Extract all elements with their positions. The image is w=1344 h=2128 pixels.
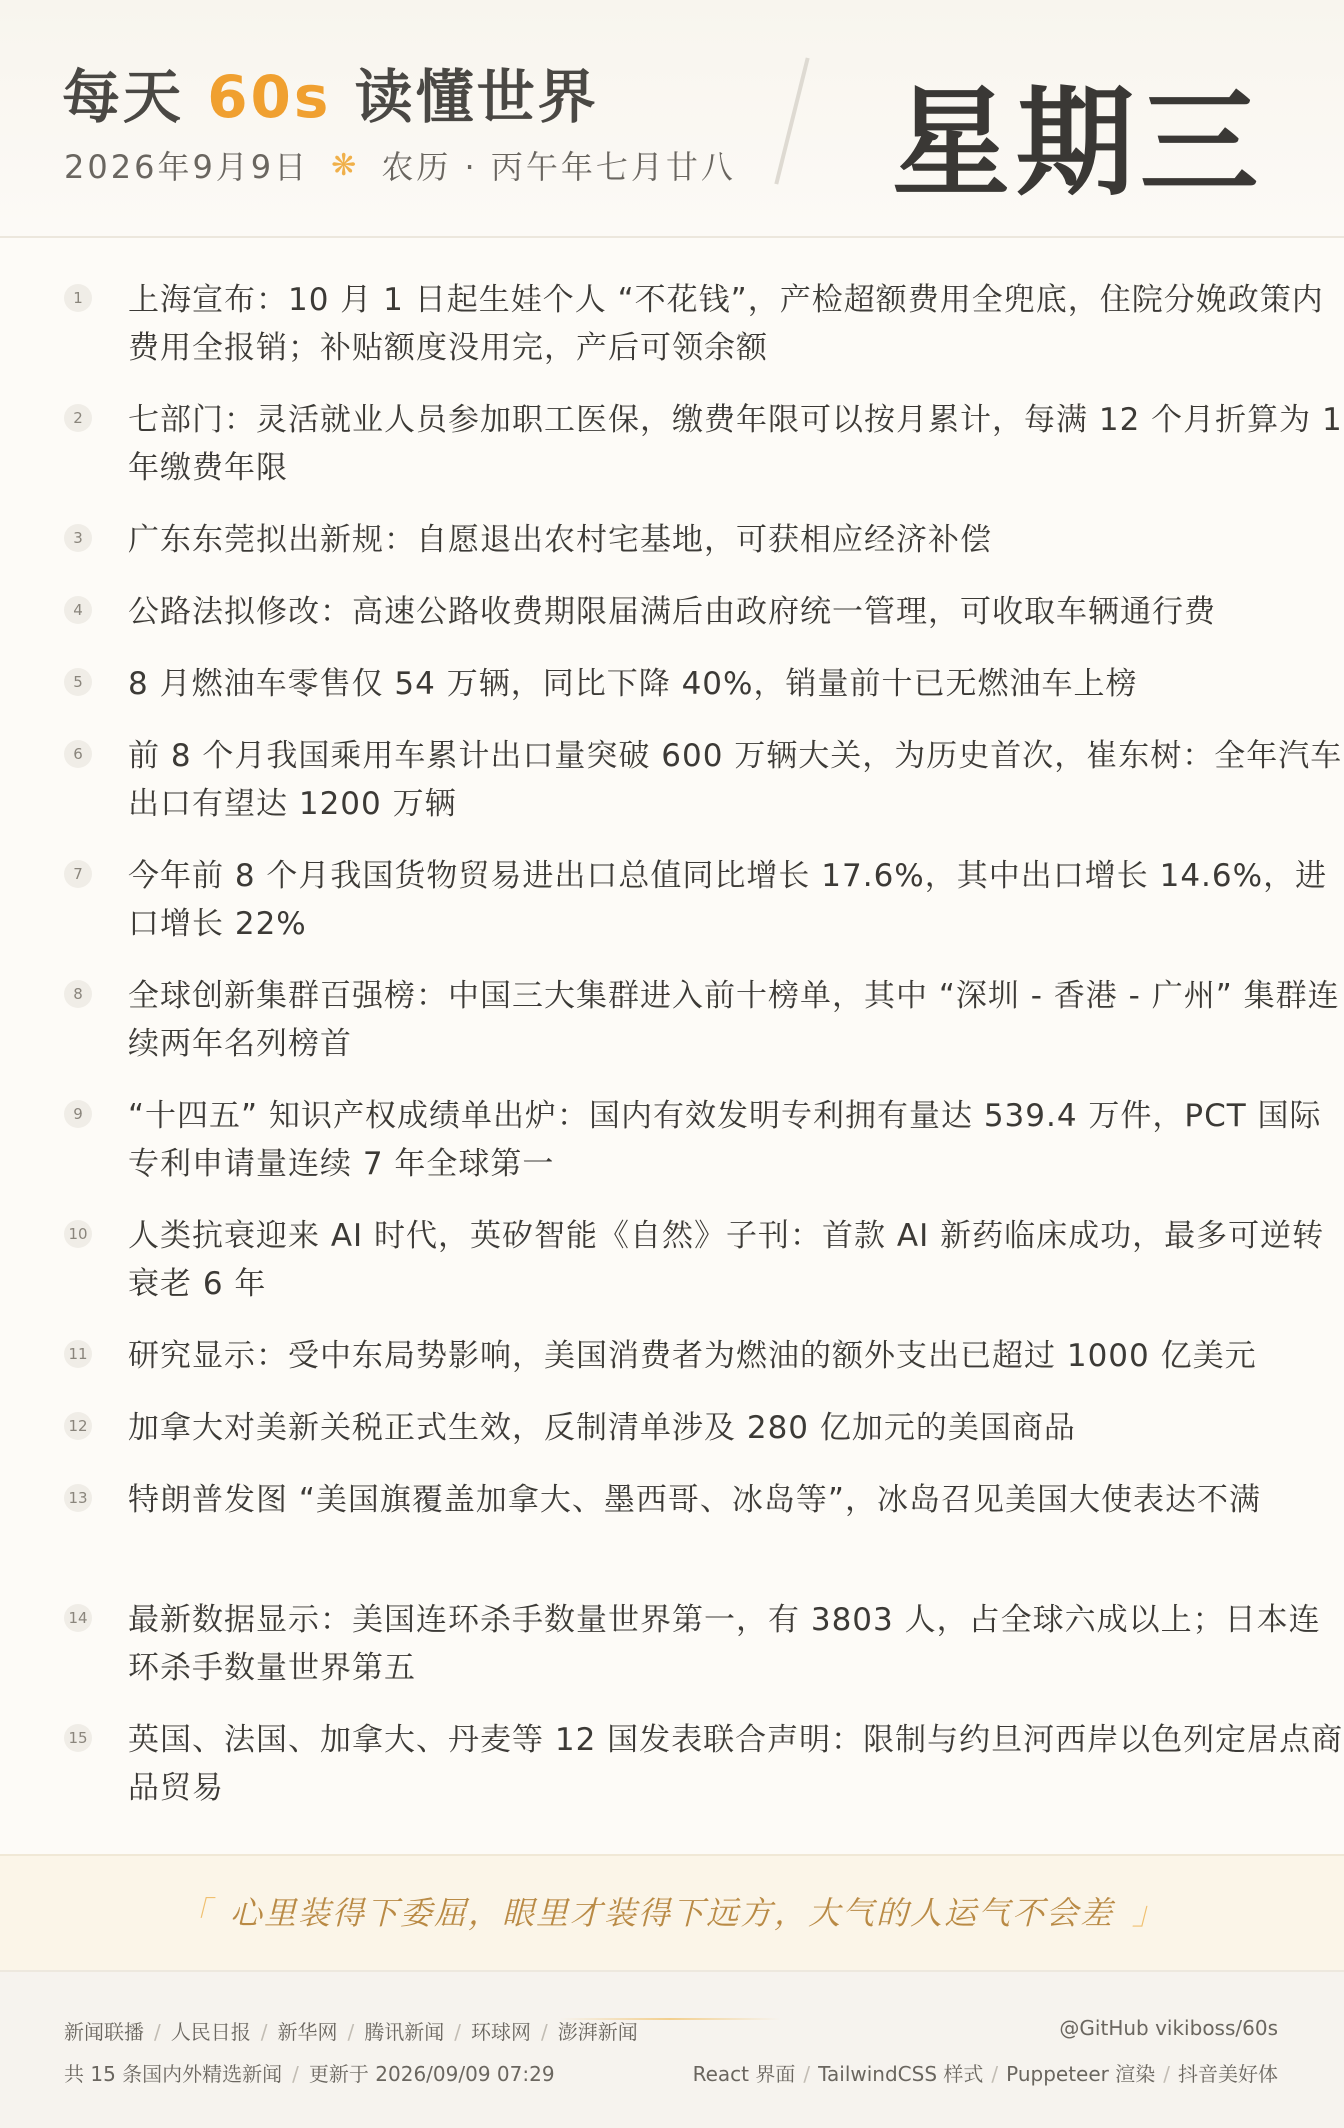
title-prefix: 每天 (62, 63, 208, 131)
tech-stack (693, 2058, 1278, 2087)
source-item: 新华网 (277, 2020, 338, 2044)
separator: / (154, 2020, 161, 2044)
news-number: 5 (64, 668, 92, 696)
page-title (62, 50, 599, 134)
news-text: 七部门：灵活就业人员参加职工医保，缴费年限可以按月累计，每满 12 个月折算为 1 年缴费年限 (128, 402, 1343, 486)
news-count: 共 15 条国内外精选新闻 (64, 2062, 283, 2086)
updated-time: 更新于 2026/09/09 07:29 (308, 2062, 555, 2086)
news-text: 8 月燃油车零售仅 54 万辆，同比下降 40%，销量前十已无燃油车上榜 (128, 666, 1138, 702)
news-number: 11 (64, 1340, 92, 1368)
lunar-date: 农历 · 丙午年七月廿八 (381, 148, 736, 186)
page-footer (0, 1970, 1344, 2128)
source-item: 腾讯新闻 (364, 2020, 445, 2044)
separator: / (1163, 2062, 1170, 2086)
quote-text: 心里装得下委屈，眼里才装得下远方，大气的人运气不会差 (229, 1894, 1114, 1932)
news-text: 研究显示：受中东局势影响，美国消费者为燃油的额外支出已超过 1000 亿美元 (128, 1338, 1257, 1374)
title-accent: 60s (207, 63, 332, 131)
tech-item: Puppeteer 渲染 (1006, 2062, 1156, 2086)
date-line (64, 142, 736, 188)
news-text: 公路法拟修改：高速公路收费期限届满后由政府统一管理，可收取车辆通行费 (128, 594, 1216, 630)
news-number: 14 (64, 1604, 92, 1632)
github-link[interactable]: @GitHub vikiboss/60s (1059, 2016, 1278, 2040)
news-number: 2 (64, 404, 92, 432)
news-text: 前 8 个月我国乘用车累计出口量突破 600 万辆大关，为历史首次，崔东树：全年汽车出口有望达 1200 万辆 (128, 738, 1343, 822)
news-number: 9 (64, 1100, 92, 1128)
separator: / (541, 2020, 548, 2044)
tech-item: 抖音美好体 (1178, 2062, 1278, 2086)
news-summary (64, 2058, 555, 2087)
daily-quote (0, 1854, 1344, 1972)
news-text: 全球创新集群百强榜：中国三大集群进入前十榜单，其中 “深圳 - 香港 - 广州” 集群连续两年名列榜首 (128, 978, 1340, 1062)
quote-line (0, 1888, 1344, 1934)
news-text: 最新数据显示：美国连环杀手数量世界第一，有 3803 人，占全球六成以上；日本连环杀手数量世界第五 (128, 1602, 1321, 1686)
news-number: 3 (64, 524, 92, 552)
quote-close-mark: 」 (1132, 1894, 1167, 1932)
separator: / (260, 2020, 268, 2044)
header-divider (774, 57, 809, 184)
news-text: 今年前 8 个月我国货物贸易进出口总值同比增长 17.6%，其中出口增长 14.6%，进口增长 22% (128, 858, 1328, 942)
separator: / (454, 2020, 461, 2044)
news-number: 10 (64, 1220, 92, 1248)
news-number: 8 (64, 980, 92, 1008)
page-header (0, 0, 1344, 238)
news-text: “十四五” 知识产权成绩单出炉：国内有效发明专利拥有量达 539.4 万件，PCT 国际专利申请量连续 7 年全球第一 (128, 1098, 1322, 1182)
gregorian-date: 2026年9月9日 (64, 148, 310, 186)
news-text: 英国、法国、加拿大、丹麦等 12 国发表联合声明：限制与约旦河西岸以色列定居点商品贸易 (128, 1722, 1344, 1806)
source-item: 环球网 (471, 2020, 531, 2044)
news-text: 上海宣布：10 月 1 日起生娃个人 “不花钱”，产检超额费用全兜底，住院分娩政策内费用全报销；补贴额度没用完，产后可领余额 (128, 282, 1324, 366)
quote-open-mark: 「 (177, 1894, 212, 1932)
title-suffix: 读懂世界 (331, 63, 599, 131)
news-text: 加拿大对美新关税正式生效，反制清单涉及 280 亿加元的美国商品 (128, 1410, 1076, 1446)
news-text: 广东东莞拟出新规：自愿退出农村宅基地，可获相应经济补偿 (128, 522, 992, 558)
news-number: 1 (64, 284, 92, 312)
news-number: 15 (64, 1724, 92, 1752)
weekday: 星期三 (892, 74, 1265, 212)
tech-item: TailwindCSS 样式 (818, 2062, 984, 2086)
news-text: 特朗普发图 “美国旗覆盖加拿大、墨西哥、冰岛等”，冰岛召见美国大使表达不满 (128, 1482, 1261, 1518)
news-number: 12 (64, 1412, 92, 1440)
news-text: 人类抗衰迎来 AI 时代，英矽智能《自然》子刊：首款 AI 新药临床成功，最多可逆转衰老 6 年 (128, 1218, 1325, 1302)
separator: / (803, 2062, 811, 2086)
source-item: 人民日报 (170, 2020, 251, 2044)
tech-item: React 界面 (692, 2062, 796, 2086)
sun-icon: ❋ (331, 147, 360, 183)
news-list (0, 238, 1344, 1854)
news-number: 13 (64, 1484, 92, 1512)
source-item: 新闻联播 (64, 2020, 144, 2044)
separator: / (292, 2062, 299, 2086)
news-sources (64, 2016, 638, 2045)
news-number: 4 (64, 596, 92, 624)
news-number: 7 (64, 860, 92, 888)
news-number: 6 (64, 740, 92, 768)
source-item: 澎湃新闻 (557, 2020, 638, 2044)
separator: / (991, 2062, 999, 2086)
separator: / (347, 2020, 355, 2044)
